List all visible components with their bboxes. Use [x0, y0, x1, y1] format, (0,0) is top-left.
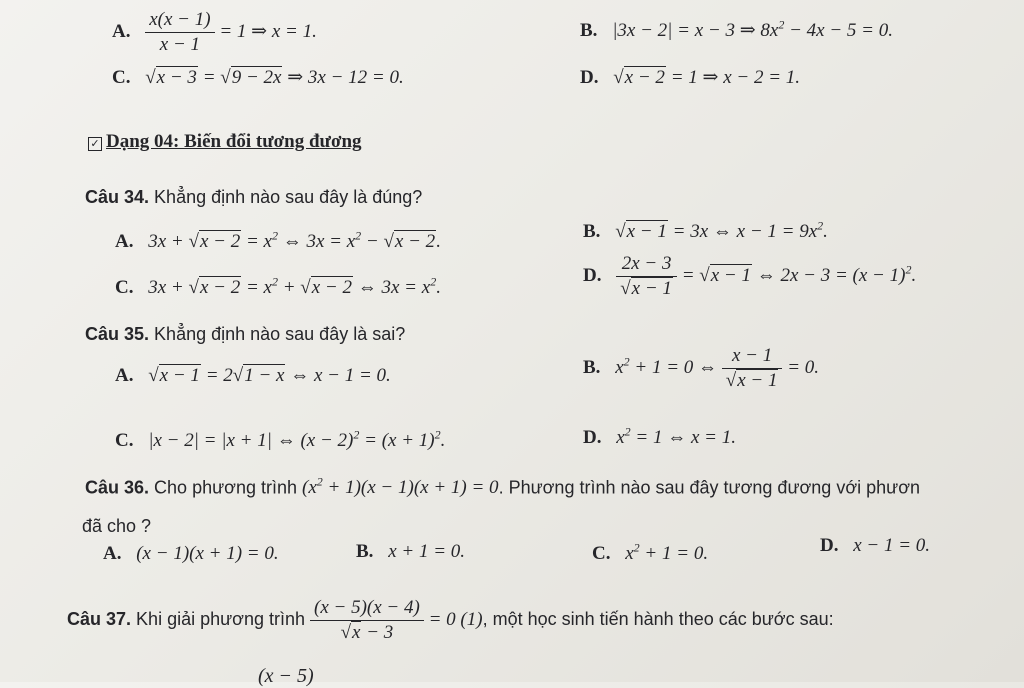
option-math: 3x + √ $x - 2 = x^2$ ⇔ $3x = x^2$ − √ x − 2. — [148, 231, 441, 252]
q35-option-d — [583, 420, 736, 450]
option-letter: A. — [115, 365, 134, 386]
question-text: Cho phương trình — [154, 477, 297, 498]
question-number: Câu 37. — [67, 608, 132, 629]
option-math: 3x + √ $x - 2 = x^2$ + √ x − 2 ⇔ $3x = x^2$. — [148, 277, 441, 298]
option-letter: B. — [583, 356, 601, 378]
question-text: Khẳng định nào sau đây là sai? — [154, 324, 406, 344]
option-letter: D. — [583, 264, 602, 286]
option-letter: A. — [112, 20, 131, 42]
option-math: |3x − 2| = x − 3 ⇒ $8x^2 - 4x - 5 = 0$. — [612, 18, 893, 42]
question-35-stem — [85, 322, 405, 346]
question-37-stem — [67, 596, 834, 645]
q36-option-b — [356, 540, 465, 564]
option-letter: B. — [583, 221, 601, 243]
option-math: √ x − 1 = 2√ 1 − x ⇔ x − 1 = 0. — [148, 364, 391, 386]
option-d — [580, 66, 800, 90]
option-math: |x − 2| = |x + 1| ⇔ $(x - 2)^2 = (x + 1)^2$. — [148, 428, 446, 452]
option-letter: C. — [112, 67, 131, 88]
question-number: Câu 35. — [85, 324, 150, 344]
q34-option-d — [583, 252, 916, 301]
option-math: √ x − 1 = 3x ⇔ $x - 1 = 9x^2$. — [615, 221, 828, 242]
question-text-cont: , một học sinh tiến hành theo các bước sau: — [482, 608, 834, 629]
option-math: $x^2 + 1 = 0$ ⇔ x − 1 √ x − 1 = 0. — [615, 357, 819, 378]
q36-option-d — [820, 534, 930, 558]
q35-option-a — [115, 364, 391, 388]
option-letter: B. — [580, 20, 598, 42]
option-math: $x^2 + 1 = 0$. — [625, 541, 709, 565]
q35-option-c — [115, 423, 445, 453]
question-equation: (x − 5)(x − 4) √ x − 3 = 0 (1) — [310, 609, 483, 630]
checkbox-icon: ✓ — [88, 137, 102, 151]
q34-option-a — [115, 224, 441, 254]
option-a — [112, 8, 317, 57]
option-math: x + 1 = 0. — [388, 541, 466, 562]
option-letter: D. — [820, 535, 839, 556]
q34-option-c — [115, 270, 441, 300]
question-34-stem — [85, 185, 422, 209]
option-c — [112, 66, 404, 90]
option-letter: A. — [103, 543, 122, 564]
section-heading — [88, 130, 362, 154]
option-b — [580, 13, 893, 43]
option-math: (x − 1)(x + 1) = 0. — [136, 543, 279, 564]
fraction: $\frac{x(x - 1)}{x - 1}$ — [145, 8, 214, 57]
option-letter: D. — [580, 67, 599, 88]
question-36-stem-line2: đã cho ? — [82, 516, 152, 536]
option-math: $x^2 = 1$ ⇔ x = 1. — [616, 425, 737, 449]
question-text: Khẳng định nào sau đây là đúng? — [154, 187, 423, 207]
option-letter: C. — [592, 543, 611, 565]
option-letter: D. — [583, 427, 602, 449]
option-letter: A. — [115, 231, 134, 253]
option-letter: C. — [115, 430, 134, 452]
question-36-stem — [85, 470, 920, 500]
question-37-cut-line: (x − 5) — [258, 665, 314, 687]
q36-option-a — [103, 542, 279, 566]
option-letter: B. — [356, 541, 374, 562]
option-math: 2x − 3 √ x − 1 = √ x − 1 ⇔ $2x - 3 = (x - 1)^2$. — [616, 265, 916, 286]
section-title: Dạng 04: Biến đổi tương đương — [106, 131, 362, 152]
q36-option-c — [592, 536, 708, 566]
question-text-cont: . Phương trình nào sau đây tương đương với phươn — [498, 477, 921, 498]
q34-option-b — [583, 214, 828, 244]
q35-option-b — [583, 344, 819, 393]
option-math: x − 1 = 0. — [853, 535, 931, 556]
option-math: √ x − 2 = 1 ⇒ x − 2 = 1. — [613, 66, 800, 88]
question-equation: $(x^2 + 1)(x - 1)(x + 1) = 0$ — [302, 475, 499, 499]
question-number: Câu 34. — [85, 187, 150, 207]
question-text: Khi giải phương trình — [136, 608, 305, 629]
option-letter: C. — [115, 277, 134, 299]
option-math: √ x − 3 = √ 9 − 2x ⇒ 3x − 12 = 0. — [145, 66, 403, 88]
question-number: Câu 36. — [85, 477, 150, 498]
option-math: $\frac{x(x - 1)}{x - 1}$ = 1 ⇒ x = 1. — [145, 21, 317, 42]
